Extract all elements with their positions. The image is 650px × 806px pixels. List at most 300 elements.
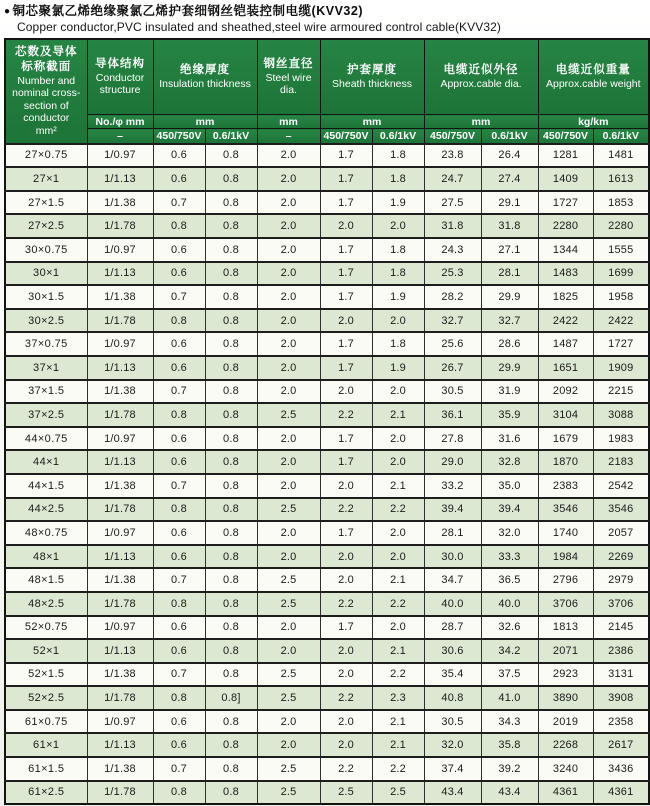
cell-weight-06-1kv: 2183 [593, 450, 649, 474]
table-row [5, 498, 649, 522]
cell-structure: 1/0.97 [87, 521, 153, 545]
cell-size: 44×2.5 [5, 498, 87, 522]
cell-steel-wire-dia: 2.0 [257, 639, 320, 663]
cell-steel-wire-dia: 2.5 [257, 498, 320, 522]
cell-ins-06-1kv: 0.8 [205, 498, 257, 522]
cell-ins-06-1kv: 0.8 [205, 616, 257, 640]
cell-dia-450-750v: 40.0 [424, 592, 481, 616]
cell-structure: 1/1.38 [87, 757, 153, 781]
cell-weight-450-750v: 2019 [538, 710, 593, 734]
voltage-weight-450-750v: 450/750V [538, 129, 593, 144]
table-header [5, 39, 649, 144]
product-title-cn [4, 4, 648, 20]
cell-dia-06-1kv: 32.6 [481, 616, 538, 640]
cell-size: 30×1.5 [5, 285, 87, 309]
cell-weight-450-750v: 1409 [538, 167, 593, 191]
header-approx-cable-weight-en: Approx.cable weight [546, 78, 641, 91]
cell-sheath-06-1kv: 1.8 [372, 262, 424, 286]
cell-ins-06-1kv: 0.8 [205, 238, 257, 262]
cell-ins-06-1kv: 0.8 [205, 427, 257, 451]
cell-dia-450-750v: 25.3 [424, 262, 481, 286]
cell-ins-06-1kv: 0.8 [205, 144, 257, 168]
cell-structure: 1/1.13 [87, 450, 153, 474]
table-row [5, 380, 649, 404]
cell-steel-wire-dia: 2.5 [257, 781, 320, 805]
cell-dia-450-750v: 28.2 [424, 285, 481, 309]
unit-dia: mm [424, 115, 538, 129]
header-voltage-row [5, 129, 649, 144]
cell-weight-450-750v: 1487 [538, 332, 593, 356]
cell-dia-450-750v: 28.7 [424, 616, 481, 640]
cell-dia-450-750v: 39.4 [424, 498, 481, 522]
cell-structure: 1/1.38 [87, 380, 153, 404]
cell-ins-450-750v: 0.6 [153, 639, 205, 663]
cell-dia-06-1kv: 28.6 [481, 332, 538, 356]
cell-dia-450-750v: 36.1 [424, 403, 481, 427]
cell-dia-450-750v: 27.8 [424, 427, 481, 451]
table-row [5, 639, 649, 663]
cable-spec-table [4, 38, 650, 806]
unit-steel: mm [257, 115, 320, 129]
header-insulation-thickness [153, 39, 257, 115]
table-row [5, 781, 649, 805]
cell-dia-06-1kv: 36.5 [481, 568, 538, 592]
cell-ins-450-750v: 0.8 [153, 403, 205, 427]
cell-structure: 1/1.38 [87, 474, 153, 498]
cell-weight-06-1kv: 1613 [593, 167, 649, 191]
cell-sheath-450-750v: 2.2 [320, 403, 372, 427]
cell-weight-450-750v: 2422 [538, 309, 593, 333]
table-row [5, 545, 649, 569]
cell-size: 44×1.5 [5, 474, 87, 498]
header-group-row [5, 39, 649, 115]
header-conductor-structure-en: Conductor structure [95, 71, 145, 97]
cell-size: 30×2.5 [5, 309, 87, 333]
cell-structure: 1/1.78 [87, 592, 153, 616]
cell-structure: 1/1.78 [87, 781, 153, 805]
cell-ins-06-1kv: 0.8 [205, 380, 257, 404]
cell-sheath-450-750v: 1.7 [320, 144, 372, 168]
cell-weight-450-750v: 2268 [538, 733, 593, 757]
cell-sheath-06-1kv: 2.0 [372, 521, 424, 545]
cell-steel-wire-dia: 2.0 [257, 710, 320, 734]
cell-structure: 1/1.13 [87, 167, 153, 191]
cell-weight-450-750v: 2383 [538, 474, 593, 498]
cell-sheath-450-750v: 1.7 [320, 262, 372, 286]
cell-weight-06-1kv: 3131 [593, 663, 649, 687]
cell-ins-450-750v: 0.6 [153, 733, 205, 757]
cell-ins-450-750v: 0.6 [153, 332, 205, 356]
cell-weight-06-1kv: 2269 [593, 545, 649, 569]
header-units-row [5, 115, 649, 129]
cell-sheath-450-750v: 2.0 [320, 639, 372, 663]
cell-weight-06-1kv: 3088 [593, 403, 649, 427]
cell-dia-06-1kv: 33.3 [481, 545, 538, 569]
cell-structure: 1/0.97 [87, 332, 153, 356]
cell-weight-450-750v: 3104 [538, 403, 593, 427]
cell-weight-06-1kv: 2979 [593, 568, 649, 592]
table-row [5, 191, 649, 215]
cell-weight-06-1kv: 2280 [593, 214, 649, 238]
cell-weight-450-750v: 1984 [538, 545, 593, 569]
cell-steel-wire-dia: 2.0 [257, 285, 320, 309]
cell-sheath-06-1kv: 1.9 [372, 285, 424, 309]
unit-weight: kg/km [538, 115, 649, 129]
cell-ins-06-1kv: 0.8 [205, 639, 257, 663]
header-conductor-structure-cn: 导体结构 [95, 58, 145, 71]
cell-steel-wire-dia: 2.0 [257, 167, 320, 191]
cell-structure: 1/1.13 [87, 356, 153, 380]
table-row [5, 403, 649, 427]
bullet-icon: ● [4, 6, 11, 17]
cell-steel-wire-dia: 2.0 [257, 144, 320, 168]
header-insulation-thickness-en: Insulation thickness [159, 78, 251, 91]
cell-size: 48×2.5 [5, 592, 87, 616]
cell-ins-450-750v: 0.6 [153, 450, 205, 474]
cell-ins-06-1kv: 0.8 [205, 545, 257, 569]
cell-weight-06-1kv: 2422 [593, 309, 649, 333]
cell-size: 37×1.5 [5, 380, 87, 404]
table-row [5, 733, 649, 757]
cell-sheath-450-750v: 2.0 [320, 545, 372, 569]
cell-ins-450-750v: 0.7 [153, 191, 205, 215]
cell-weight-450-750v: 2071 [538, 639, 593, 663]
cell-dia-06-1kv: 39.4 [481, 498, 538, 522]
cell-structure: 1/1.78 [87, 403, 153, 427]
cell-weight-450-750v: 2092 [538, 380, 593, 404]
cell-sheath-450-750v: 2.0 [320, 663, 372, 687]
cell-ins-06-1kv: 0.8 [205, 474, 257, 498]
cell-dia-450-750v: 30.0 [424, 545, 481, 569]
voltage-sheath-450-750v: 450/750V [320, 129, 372, 144]
cell-dia-450-750v: 32.7 [424, 309, 481, 333]
cell-dia-450-750v: 25.6 [424, 332, 481, 356]
cell-ins-06-1kv: 0.8 [205, 262, 257, 286]
cell-size: 61×1.5 [5, 757, 87, 781]
cell-weight-450-750v: 1740 [538, 521, 593, 545]
cell-dia-06-1kv: 28.1 [481, 262, 538, 286]
cell-steel-wire-dia: 2.5 [257, 686, 320, 710]
table-row [5, 450, 649, 474]
cell-ins-450-750v: 0.7 [153, 663, 205, 687]
cell-ins-06-1kv: 0.8] [205, 686, 257, 710]
cell-size: 37×1 [5, 356, 87, 380]
cell-ins-450-750v: 0.6 [153, 427, 205, 451]
cell-size: 61×0.75 [5, 710, 87, 734]
cell-sheath-06-1kv: 2.2 [372, 592, 424, 616]
cell-dia-450-750v: 30.5 [424, 710, 481, 734]
cell-sheath-06-1kv: 2.0 [372, 450, 424, 474]
table-row [5, 616, 649, 640]
cell-dia-06-1kv: 41.0 [481, 686, 538, 710]
cell-structure: 1/1.38 [87, 191, 153, 215]
cell-steel-wire-dia: 2.0 [257, 450, 320, 474]
cell-structure: 1/1.78 [87, 498, 153, 522]
cell-sheath-450-750v: 2.0 [320, 568, 372, 592]
cell-size: 30×1 [5, 262, 87, 286]
cell-sheath-450-750v: 1.7 [320, 238, 372, 262]
cell-ins-06-1kv: 0.8 [205, 663, 257, 687]
cell-ins-450-750v: 0.8 [153, 592, 205, 616]
cell-ins-450-750v: 0.6 [153, 262, 205, 286]
cell-weight-450-750v: 3706 [538, 592, 593, 616]
cell-dia-06-1kv: 34.2 [481, 639, 538, 663]
header-approx-cable-weight-cn: 电缆近似重量 [555, 64, 631, 77]
table-row [5, 356, 649, 380]
cell-steel-wire-dia: 2.0 [257, 474, 320, 498]
cell-sheath-450-750v: 2.5 [320, 781, 372, 805]
cell-dia-06-1kv: 31.6 [481, 427, 538, 451]
header-approx-cable-dia-cn: 电缆近似外径 [443, 64, 519, 77]
cell-structure: 1/1.78 [87, 214, 153, 238]
cell-size: 48×0.75 [5, 521, 87, 545]
cell-sheath-06-1kv: 1.8 [372, 332, 424, 356]
cell-steel-wire-dia: 2.0 [257, 380, 320, 404]
cell-dia-450-750v: 40.8 [424, 686, 481, 710]
header-steel-wire-dia-cn: 钢丝直径 [263, 58, 314, 71]
voltage-ins-06-1kv: 0.6/1kV [205, 129, 257, 144]
cell-sheath-450-750v: 2.2 [320, 757, 372, 781]
cell-weight-06-1kv: 1853 [593, 191, 649, 215]
cell-steel-wire-dia: 2.0 [257, 309, 320, 333]
cell-ins-450-750v: 0.6 [153, 144, 205, 168]
header-cross-section-cn: 芯数及导体 标称截面 [15, 46, 78, 74]
cell-weight-06-1kv: 1481 [593, 144, 649, 168]
cell-sheath-06-1kv: 2.0 [372, 309, 424, 333]
cell-weight-450-750v: 2280 [538, 214, 593, 238]
cell-size: 37×0.75 [5, 332, 87, 356]
header-conductor-structure [87, 39, 153, 115]
cell-size: 44×0.75 [5, 427, 87, 451]
cell-dia-450-750v: 27.5 [424, 191, 481, 215]
cell-ins-06-1kv: 0.8 [205, 214, 257, 238]
cell-weight-450-750v: 1870 [538, 450, 593, 474]
cell-ins-06-1kv: 0.8 [205, 191, 257, 215]
cell-dia-450-750v: 32.0 [424, 733, 481, 757]
cell-weight-06-1kv: 2542 [593, 474, 649, 498]
cell-ins-450-750v: 0.6 [153, 521, 205, 545]
table-row [5, 262, 649, 286]
product-title-cn-text: 铜芯聚氯乙烯绝缘聚氯乙烯护套细钢丝铠装控制电缆(KVV32) [12, 4, 363, 18]
table-row [5, 521, 649, 545]
cell-ins-06-1kv: 0.8 [205, 332, 257, 356]
table-row [5, 167, 649, 191]
cell-ins-06-1kv: 0.8 [205, 356, 257, 380]
cell-sheath-06-1kv: 2.1 [372, 733, 424, 757]
cell-sheath-450-750v: 1.7 [320, 191, 372, 215]
cell-sheath-06-1kv: 2.1 [372, 474, 424, 498]
cell-dia-06-1kv: 29.9 [481, 356, 538, 380]
cell-ins-06-1kv: 0.8 [205, 733, 257, 757]
cell-dia-06-1kv: 31.9 [481, 380, 538, 404]
cell-weight-450-750v: 1679 [538, 427, 593, 451]
table-row [5, 144, 649, 168]
cell-sheath-06-1kv: 2.0 [372, 616, 424, 640]
cell-ins-450-750v: 0.7 [153, 380, 205, 404]
cell-sheath-450-750v: 1.7 [320, 521, 372, 545]
cell-sheath-06-1kv: 2.0 [372, 427, 424, 451]
cell-dia-06-1kv: 29.1 [481, 191, 538, 215]
cell-structure: 1/0.97 [87, 238, 153, 262]
cell-size: 37×2.5 [5, 403, 87, 427]
cell-dia-450-750v: 24.7 [424, 167, 481, 191]
cell-dia-450-750v: 35.4 [424, 663, 481, 687]
header-sheath-thickness-cn: 护套厚度 [347, 64, 398, 77]
cell-sheath-06-1kv: 2.2 [372, 663, 424, 687]
unit-conductor: No./φ mm [87, 115, 153, 129]
cell-size: 27×1 [5, 167, 87, 191]
cell-sheath-450-750v: 1.7 [320, 332, 372, 356]
cell-ins-06-1kv: 0.8 [205, 521, 257, 545]
cell-ins-450-750v: 0.6 [153, 710, 205, 734]
cell-sheath-06-1kv: 1.8 [372, 238, 424, 262]
cell-sheath-450-750v: 2.0 [320, 710, 372, 734]
cell-sheath-450-750v: 2.2 [320, 498, 372, 522]
cell-weight-450-750v: 3546 [538, 498, 593, 522]
cell-sheath-450-750v: 2.2 [320, 686, 372, 710]
cell-size: 61×2.5 [5, 781, 87, 805]
cell-dia-450-750v: 31.8 [424, 214, 481, 238]
cell-ins-450-750v: 0.8 [153, 686, 205, 710]
cell-sheath-450-750v: 1.7 [320, 167, 372, 191]
cell-weight-06-1kv: 3546 [593, 498, 649, 522]
header-cross-section-en: Number and nominal cross-section of conductor [12, 75, 81, 125]
cell-structure: 1/1.13 [87, 545, 153, 569]
table-row [5, 686, 649, 710]
cell-weight-06-1kv: 2358 [593, 710, 649, 734]
cell-sheath-06-1kv: 1.9 [372, 191, 424, 215]
cell-steel-wire-dia: 2.0 [257, 733, 320, 757]
header-cross-section [5, 39, 87, 144]
cell-steel-wire-dia: 2.5 [257, 757, 320, 781]
cell-ins-450-750v: 0.7 [153, 568, 205, 592]
cell-sheath-06-1kv: 2.1 [372, 639, 424, 663]
cell-dia-06-1kv: 32.0 [481, 521, 538, 545]
cell-weight-06-1kv: 1555 [593, 238, 649, 262]
table-row [5, 214, 649, 238]
cell-structure: 1/1.78 [87, 309, 153, 333]
cell-ins-06-1kv: 0.8 [205, 285, 257, 309]
cell-weight-450-750v: 2923 [538, 663, 593, 687]
cell-ins-450-750v: 0.8 [153, 309, 205, 333]
cell-ins-06-1kv: 0.8 [205, 309, 257, 333]
cell-structure: 1/1.13 [87, 262, 153, 286]
header-insulation-thickness-cn: 绝缘厚度 [180, 64, 230, 77]
unit-insulation: mm [153, 115, 257, 129]
cell-steel-wire-dia: 2.0 [257, 238, 320, 262]
cell-sheath-06-1kv: 2.1 [372, 568, 424, 592]
cell-sheath-06-1kv: 2.5 [372, 781, 424, 805]
cell-weight-450-750v: 1483 [538, 262, 593, 286]
cell-ins-06-1kv: 0.8 [205, 781, 257, 805]
table-row [5, 309, 649, 333]
table-row [5, 710, 649, 734]
cell-structure: 1/1.13 [87, 639, 153, 663]
cell-sheath-06-1kv: 2.1 [372, 403, 424, 427]
cell-dia-06-1kv: 32.8 [481, 450, 538, 474]
cell-sheath-06-1kv: 2.2 [372, 757, 424, 781]
cell-dia-06-1kv: 39.2 [481, 757, 538, 781]
cell-weight-06-1kv: 2145 [593, 616, 649, 640]
cell-weight-06-1kv: 3706 [593, 592, 649, 616]
cell-weight-06-1kv: 4361 [593, 781, 649, 805]
cell-sheath-450-750v: 2.2 [320, 592, 372, 616]
cell-steel-wire-dia: 2.0 [257, 214, 320, 238]
cell-weight-06-1kv: 1909 [593, 356, 649, 380]
cell-ins-06-1kv: 0.8 [205, 757, 257, 781]
table-row [5, 663, 649, 687]
cell-structure: 1/0.97 [87, 144, 153, 168]
cell-sheath-450-750v: 1.7 [320, 356, 372, 380]
cell-weight-450-750v: 3890 [538, 686, 593, 710]
cell-size: 48×1.5 [5, 568, 87, 592]
cell-weight-450-750v: 1344 [538, 238, 593, 262]
cell-weight-06-1kv: 2617 [593, 733, 649, 757]
voltage-weight-06-1kv: 0.6/1kV [593, 129, 649, 144]
cell-weight-06-1kv: 1727 [593, 332, 649, 356]
cell-weight-450-750v: 2796 [538, 568, 593, 592]
cell-sheath-06-1kv: 2.0 [372, 545, 424, 569]
cell-weight-450-750v: 3240 [538, 757, 593, 781]
voltage-dia-06-1kv: 0.6/1kV [481, 129, 538, 144]
cell-ins-450-750v: 0.6 [153, 545, 205, 569]
cell-dia-06-1kv: 43.4 [481, 781, 538, 805]
cell-sheath-450-750v: 1.7 [320, 285, 372, 309]
cell-weight-06-1kv: 1983 [593, 427, 649, 451]
cell-steel-wire-dia: 2.0 [257, 191, 320, 215]
cell-structure: 1/1.13 [87, 733, 153, 757]
cell-sheath-06-1kv: 2.1 [372, 710, 424, 734]
cell-size: 27×0.75 [5, 144, 87, 168]
cell-sheath-06-1kv: 2.0 [372, 380, 424, 404]
cell-ins-450-750v: 0.7 [153, 474, 205, 498]
cell-ins-06-1kv: 0.8 [205, 710, 257, 734]
cell-structure: 1/1.78 [87, 686, 153, 710]
cell-weight-06-1kv: 2215 [593, 380, 649, 404]
cell-ins-450-750v: 0.6 [153, 356, 205, 380]
voltage-sheath-06-1kv: 0.6/1kV [372, 129, 424, 144]
cell-steel-wire-dia: 2.0 [257, 262, 320, 286]
cell-dia-06-1kv: 40.0 [481, 592, 538, 616]
cell-sheath-450-750v: 2.0 [320, 309, 372, 333]
cell-ins-06-1kv: 0.8 [205, 403, 257, 427]
cell-dia-450-750v: 29.0 [424, 450, 481, 474]
cell-structure: 1/1.38 [87, 663, 153, 687]
cell-sheath-06-1kv: 1.8 [372, 144, 424, 168]
cell-weight-06-1kv: 2057 [593, 521, 649, 545]
table-row [5, 238, 649, 262]
cell-ins-06-1kv: 0.8 [205, 592, 257, 616]
cell-dia-06-1kv: 35.9 [481, 403, 538, 427]
header-steel-wire-dia-en: Steel wire dia. [265, 71, 312, 97]
cell-dia-06-1kv: 26.4 [481, 144, 538, 168]
cell-size: 52×1.5 [5, 663, 87, 687]
cell-steel-wire-dia: 2.0 [257, 545, 320, 569]
cell-weight-450-750v: 4361 [538, 781, 593, 805]
cell-steel-wire-dia: 2.5 [257, 568, 320, 592]
cell-sheath-06-1kv: 1.8 [372, 167, 424, 191]
cell-ins-450-750v: 0.6 [153, 238, 205, 262]
cell-sheath-450-750v: 1.7 [320, 616, 372, 640]
cell-dia-06-1kv: 27.1 [481, 238, 538, 262]
cell-dia-450-750v: 28.1 [424, 521, 481, 545]
voltage-dia-450-750v: 450/750V [424, 129, 481, 144]
cell-steel-wire-dia: 2.0 [257, 427, 320, 451]
cell-size: 52×0.75 [5, 616, 87, 640]
unit-sheath: mm [320, 115, 424, 129]
cell-sheath-450-750v: 2.0 [320, 214, 372, 238]
table-row [5, 757, 649, 781]
